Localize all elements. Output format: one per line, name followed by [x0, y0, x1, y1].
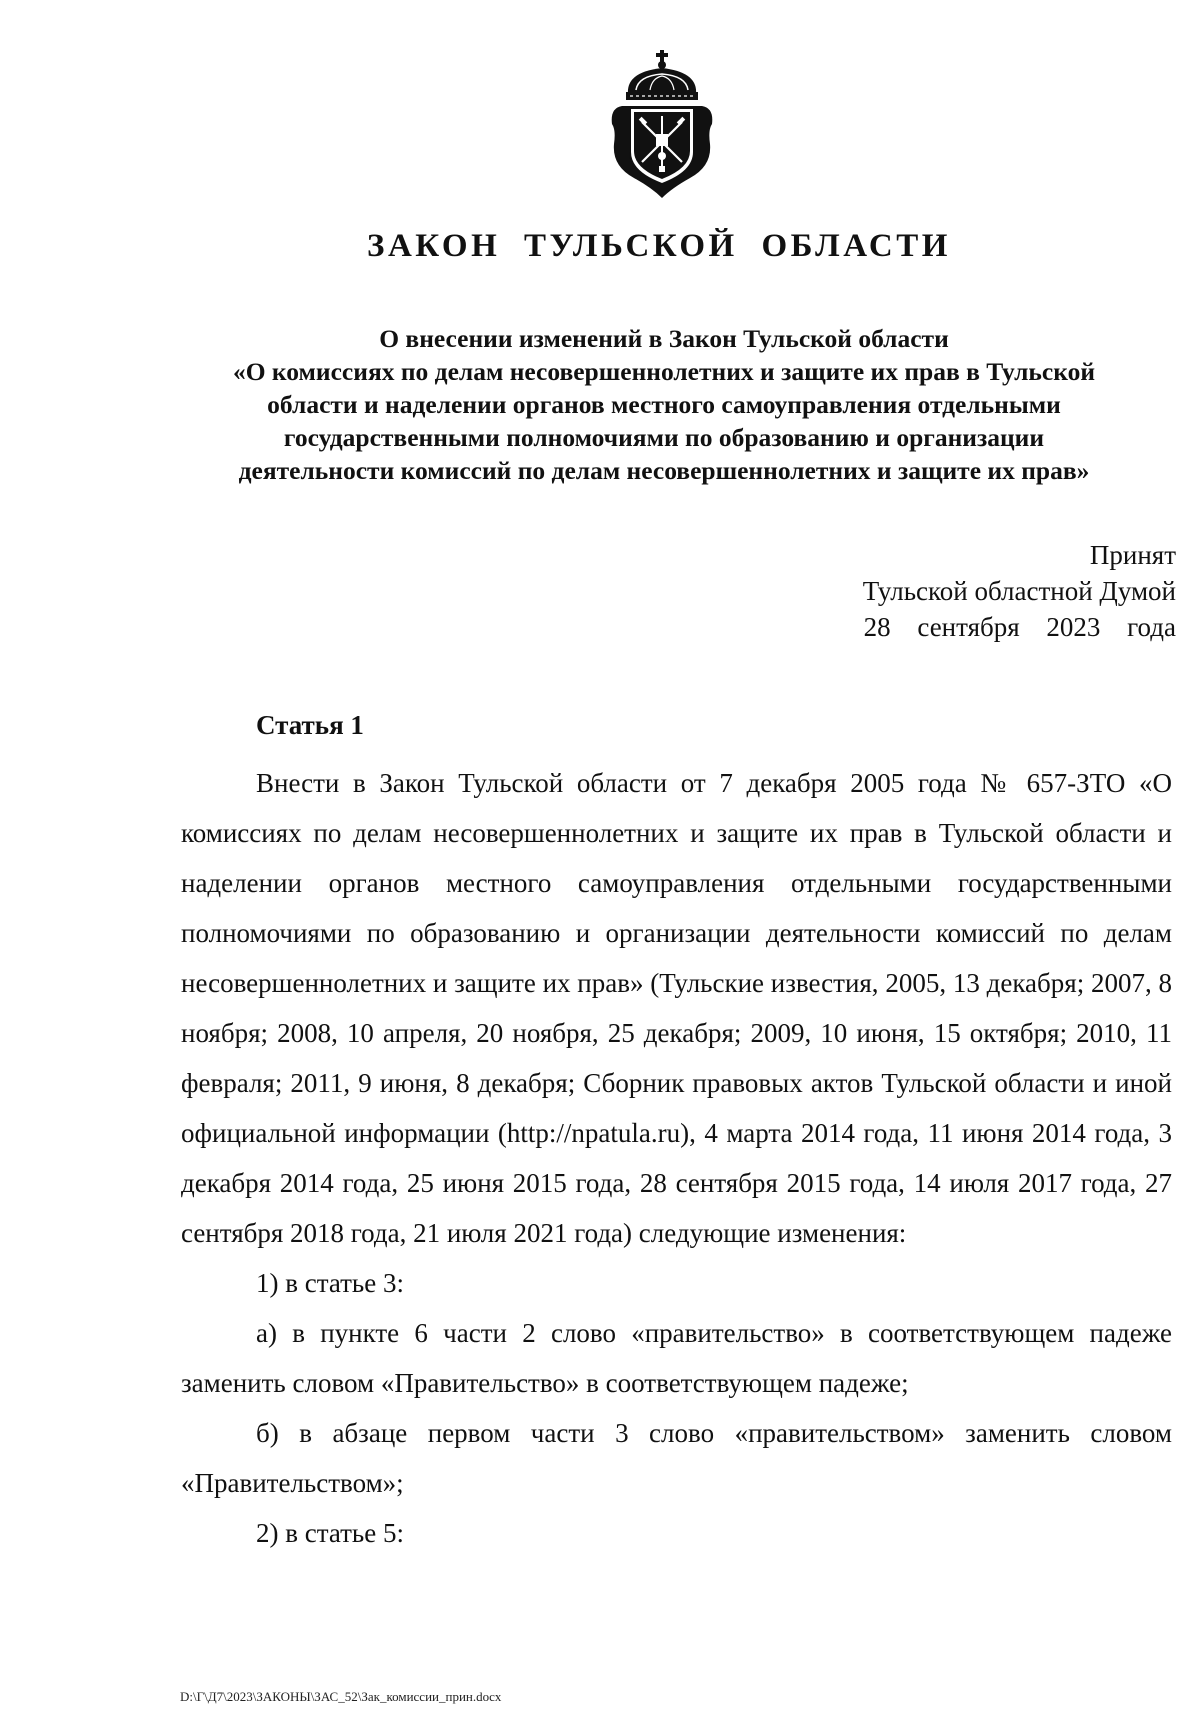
law-title: ЗАКОН ТУЛЬСКОЙ ОБЛАСТИ — [367, 228, 951, 264]
law-subject — [180, 322, 1148, 487]
article-paragraph: б) в абзаце первом части 3 слово «правительством» заменить словом «Правительством»; — [181, 1418, 1172, 1498]
subject-line: «О комиссиях по делам несовершеннолетних и защите их прав в Тульской — [232, 357, 1096, 386]
subject-line: О внесении изменений в Закон Тульской области — [379, 324, 949, 353]
article-body — [181, 758, 1172, 1558]
subject-line: деятельности комиссий по делам несовершеннолетних и защите их прав» — [238, 456, 1090, 485]
article-heading: Статья 1 — [256, 710, 364, 740]
article-paragraph: Внести в Закон Тульской области от 7 декабря 2005 года № 657-ЗТО «О комиссиях по делам несовершеннолетних и защите их прав в Тульской области и наделении органов местного самоуправления отдельными государственными полномочиями по образованию и организации деятельности комиссий по делам несовершеннолетних и защите их прав» (Тульские известия, 2005, 13 декабря; 2007, 8 ноября; 2008, 10 апреля, 20 ноября, 25 декабря; 2009, 10 июня, 15 октября; 2010, 11 февраля; 2011, 9 июня, 8 декабря; Сборник правовых актов Тульской области и иной официальной информации (http://npatula.ru), 4 марта 2014 года, 11 июня 2014 года, 3 декабря 2014 года, 25 июня 2015 года, 28 сентября 2015 года, 14 июля 2017 года, 27 сентября 2018 года, 21 июля 2021 года) следующие изменения: — [181, 768, 1172, 1248]
tula-region-coat-of-arms-icon — [606, 48, 718, 204]
adoption-status: Принят — [1089, 540, 1176, 570]
subject-line: области и наделении органов местного самоуправления отдельными — [267, 390, 1061, 419]
subject-line: государственными полномочиями по образованию и организации — [283, 423, 1045, 452]
adoption-date: 28 сентября 2023 года — [863, 612, 1176, 642]
article-paragraph: 1) в статье 3: — [256, 1268, 404, 1298]
adoption-block — [863, 537, 1176, 645]
adoption-body: Тульской областной Думой — [862, 576, 1176, 606]
file-path-footer: D:\Г\Д7\2023\ЗАКОНЫ\ЗАС_52\Зак_комиссии_прин.docx — [180, 1689, 502, 1704]
article-paragraph: 2) в статье 5: — [256, 1518, 404, 1548]
article-paragraph: а) в пункте 6 части 2 слово «правительство» в соответствующем падеже заменить словом «Правительство» в соответствующем падеже; — [181, 1318, 1172, 1398]
